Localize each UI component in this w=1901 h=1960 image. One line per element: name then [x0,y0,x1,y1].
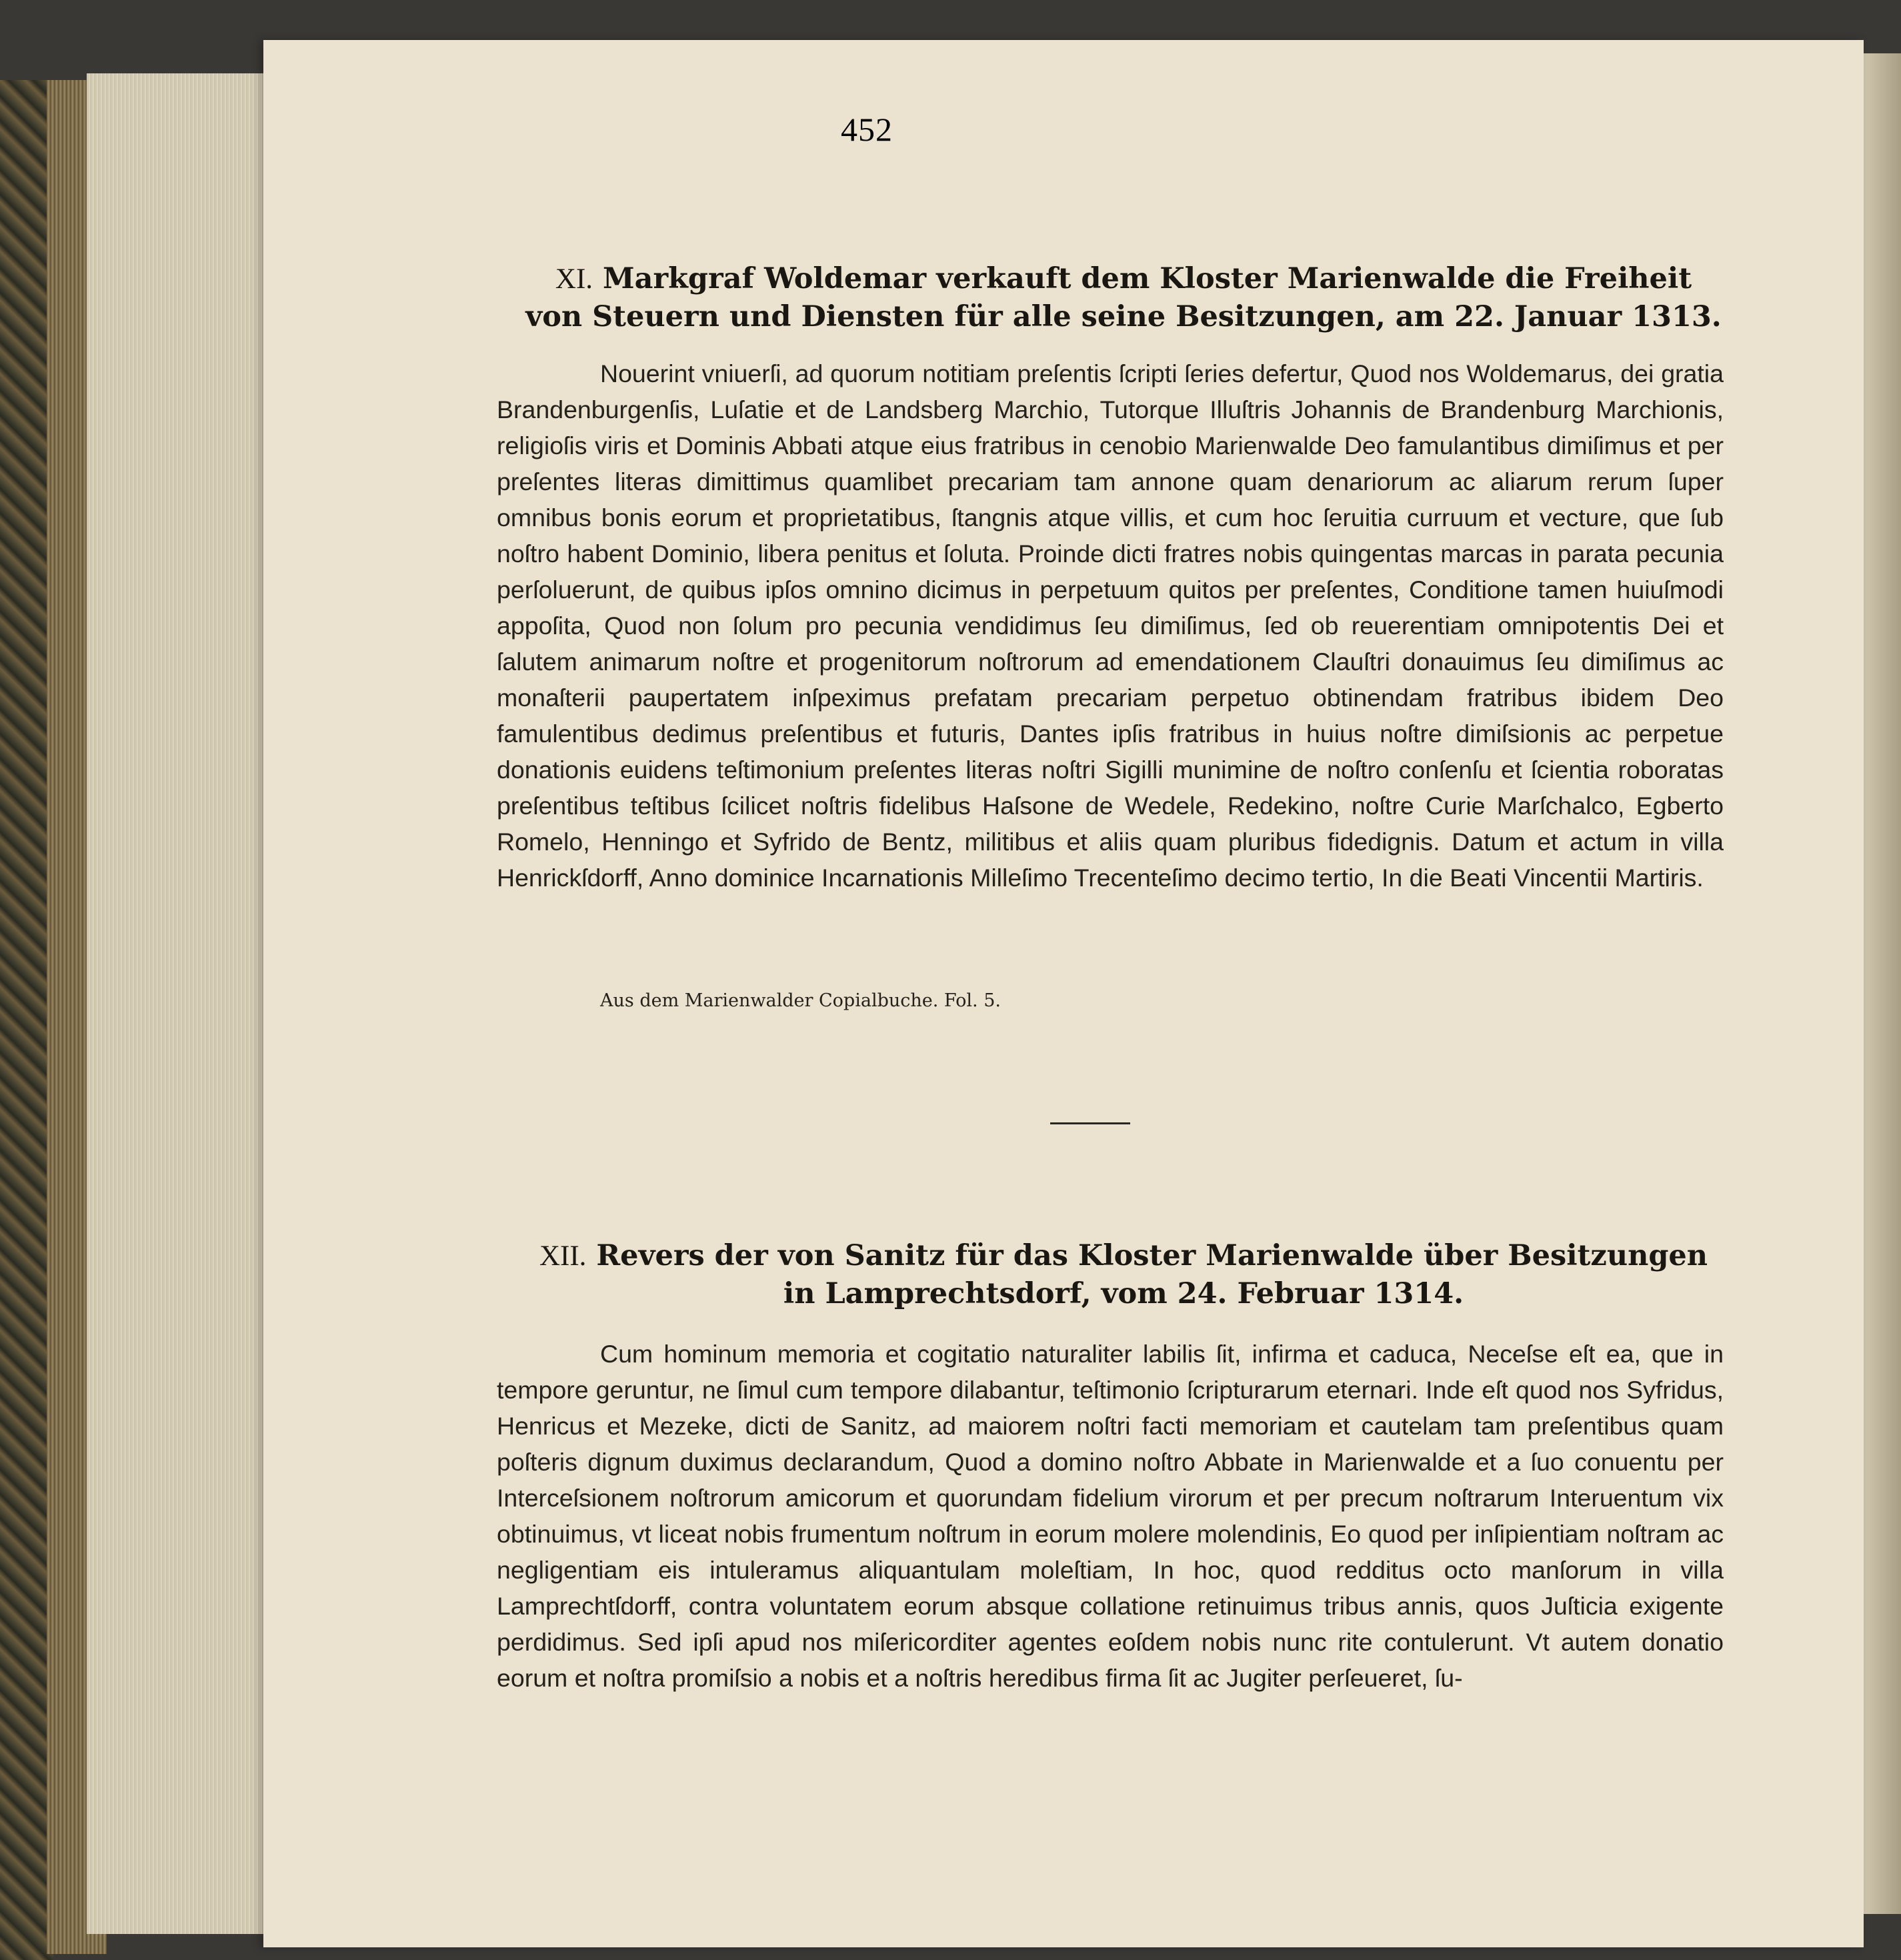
section-xi-text: Nouerint vniuerſi, ad quorum notitiam preſentis ſcripti ſeries defertur, Quod nos Woldemarus, dei gratia Brandenburgenſis, Luſatie et de Landsberg Marchio, Tutorque Illuſtris Johannis de Brandenburg Marchionis, religioſis viris et Dominis Abbati atque eius fratribus in cenobio Marienwalde Deo famulantibus dimiſimus et per preſentes literas dimittimus quamlibet precariam tam annone quam denariorum ac aliarum rerum ſuper omnibus bonis eorum et proprietatibus, ſtangnis atque villis, et cum hoc ſeruitia curruum et vecture, que ſub noſtro habent Dominio, libera penitus et ſoluta. Proinde dicti fratres nobis quingentas marcas in parata pecunia perſoluerunt, de quibus ipſos omnino dicimus in perpetuum quitos per preſentes, Conditione tamen huiuſmodi appoſita, Quod non ſolum pro pecunia vendidimus ſeu dimiſimus, ſed ob reuerentiam omnipotentis Dei et ſalutem animarum noſtre et progenitorum noſtrorum ad emendationem Clauſtri donauimus ſeu dimiſimus ac monaſterii paupertatem inſpeximus prefatam precariam perpetuo obtinendam fratribus ibidem Deo famulentibus dedimus preſentibus et futuris, Dantes ipſis fratribus in huius noſtre dimiſsionis ac perpetue donationis euidens teſtimonium preſentes literas noſtri Sigilli munimine de noſtro conſenſu et ſcientia roboratas preſentibus teſtibus ſcilicet noſtris fidelibus Haſsone de Wedele, Redekino, noſtre Curie Marſchalco, Egberto Romelo, Henningo et Syfrido de Bentz, militibus et aliis quam pluribus fidedignis. Datum et actum in villa Henrickſdorff, Anno dominice Incarnationis Milleſimo Trecenteſimo decimo tertio, In die Beati Vincentii Martiris. [497,359,1724,892]
section-xii-heading [523,1237,1724,1312]
section-xii-title: Revers der von Sanitz für das Kloster Marienwalde über Besitzungen in Lamprechtsdorf, vom 24. Februar 1314. [596,1239,1708,1310]
section-xi-source: Aus dem Marienwalder Copialbuche. Fol. 5. [600,990,1001,1011]
section-xii-numeral: XII. [539,1240,587,1272]
section-xi-numeral: XI. [555,263,593,295]
page-number: 452 [841,111,893,148]
section-xi-heading [523,260,1724,335]
section-xii-text: Cum hominum memoria et cogitatio naturaliter labilis ſit, infirma et caduca, Neceſse eſt ea, que in tempore geruntur, ne ſimul cum tempore dilabantur, teſtimonio ſcripturarum eternari. Inde eſt quod nos Syfridus, Henricus et Mezeke, dicti de Sanitz, ad maiorem noſtri facti memoriam et cautelam tam preſentibus quam poſteris dignum duximus declarandum, Quod a domino noſtro Abbate in Marienwalde et a ſuo conuentu per Interceſsionem noſtrorum amicorum et quorundam fidelium virorum et per precum noſtrarum Interuentum vix obtinuimus, vt liceat nobis frumentum noſtrum in eorum molere molendinis, Eo quod per inſipientiam noſtram ac negligentiam eis intuleramus aliquantulam moleſtiam, In hoc, quod redditus octo manſorum in villa Lamprechtſdorff, contra voluntatem eorum absque collatione retinuimus tribus annis, quos Juſticia exigente perdidimus. Sed ipſi apud nos miſericorditer agentes eoſdem nobis nunc rite contulerunt. Vt autem donatio eorum et noſtra promiſsio a nobis et a noſtris heredibus firma ſit ac Jugiter perſeueret, ſu- [497,1340,1724,1692]
page-stack [87,73,273,1934]
book-cover-marbled [0,80,53,1960]
section-divider [1050,1122,1130,1124]
section-xi-title: Markgraf Woldemar verkauft dem Kloster Marienwalde die Freiheit von Steuern und Diensten für alle seine Besitzungen, am 22. Januar 1313. [525,262,1722,333]
facing-page-edge [1864,53,1901,1914]
